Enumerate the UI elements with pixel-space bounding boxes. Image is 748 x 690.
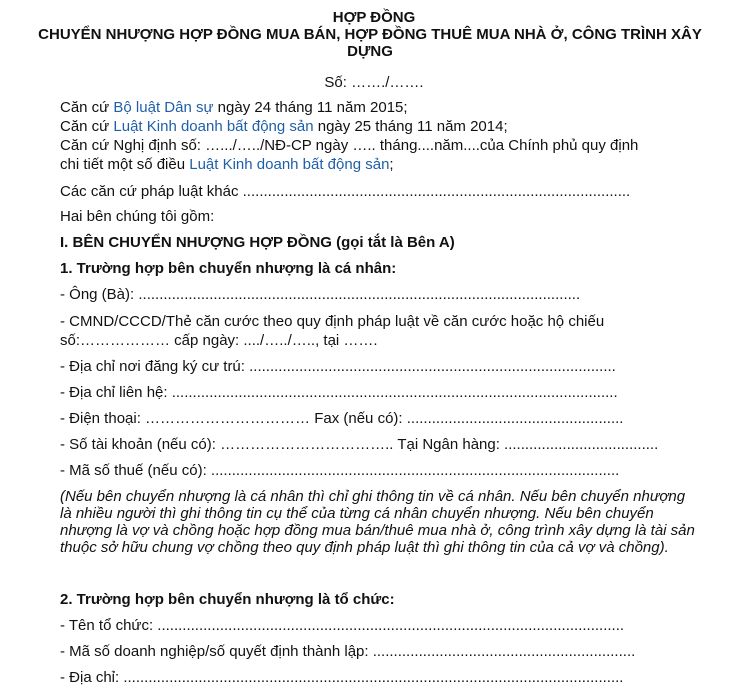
legal-basis-real-estate-law: Căn cứ Luật Kinh doanh bất động sản ngày 25 tháng 11 năm 2014; <box>60 118 508 135</box>
link-civil-code[interactable]: Bộ luật Dân sự <box>113 99 214 116</box>
legal-basis-decree: Căn cứ Nghị định số: ….../…../NĐ-CP ngày ….. tháng....năm....của Chính phủ quy định <box>60 137 639 154</box>
contract-number: Số: ……./……. <box>324 74 424 91</box>
field-bank-account: - Số tài khoản (nếu có): …………………………….. Tại Ngân hàng: ..................................... <box>60 436 659 453</box>
field-org-name: - Tên tổ chức: ................................................................................................................ <box>60 617 625 634</box>
link-real-estate-law-2[interactable]: Luật Kinh doanh bất động sản <box>189 156 390 173</box>
field-org-address: - Địa chỉ: ........................................................................................................................ <box>60 669 624 686</box>
individual-note: (Nếu bên chuyển nhượng là cá nhân thì chỉ ghi thông tin về cá nhân. Nếu bên chuyển nhượng là nhiều người thì ghi thông tin cụ thể của từng cá nhân chuyển nhượng. Nếu bên chuyển nhượng là vợ và chồng hoặc hợp đồng mua bán/thuê mua nhà ở, công trình xây dựng là tài sản thuộc sở hữu chung vợ chồng theo quy định pháp luật thì ghi thông tin của cả vợ và chồng). <box>60 488 695 556</box>
field-enterprise-code: - Mã số doanh nghiệp/số quyết định thành lập: ............................................................... <box>60 643 636 660</box>
case1-heading: 1. Trường hợp bên chuyển nhượng là cá nhân: <box>60 260 397 277</box>
case2-heading: 2. Trường hợp bên chuyển nhượng là tổ chức: <box>60 591 395 608</box>
document-title: HỢP ĐỒNG <box>332 9 416 26</box>
link-real-estate-law[interactable]: Luật Kinh doanh bất động sản <box>113 118 314 135</box>
parties-intro: Hai bên chúng tôi gồm: <box>60 208 215 225</box>
section-heading-party-a: I. BÊN CHUYỂN NHƯỢNG HỢP ĐỒNG (gọi tắt là Bên A) <box>60 234 455 251</box>
legal-basis-decree-cont: chi tiết một số điều Luật Kinh doanh bất động sản; <box>60 156 394 173</box>
field-contact-address: - Địa chỉ liên hệ: ........................................................................................................... <box>60 384 618 401</box>
field-ong-ba: - Ông (Bà): .......................................................................................................... <box>60 286 581 303</box>
field-id-card: - CMND/CCCD/Thẻ căn cước theo quy định pháp luật về căn cước hoặc hộ chiếu <box>60 313 605 330</box>
other-legal-basis: Các căn cứ pháp luật khác ............................................................................................. <box>60 183 631 200</box>
document-subtitle: CHUYỂN NHƯỢNG HỢP ĐỒNG MUA BÁN, HỢP ĐỒNG THUÊ MUA NHÀ Ở, CÔNG TRÌNH XÂY DỰNG <box>38 26 702 60</box>
field-id-card-cont: số:……………… cấp ngày: ..../…../….., tại ……. <box>60 332 378 349</box>
field-phone-fax: - Điện thoại: …………………………… Fax (nếu có): .................................................... <box>60 410 624 427</box>
legal-basis-civil-code: Căn cứ Bộ luật Dân sự ngày 24 tháng 11 năm 2015; <box>60 99 408 116</box>
field-registered-address: - Địa chỉ nơi đăng ký cư trú: ........................................................................................ <box>60 358 616 375</box>
field-tax-code: - Mã số thuế (nếu có): .................................................................................................. <box>60 462 620 479</box>
